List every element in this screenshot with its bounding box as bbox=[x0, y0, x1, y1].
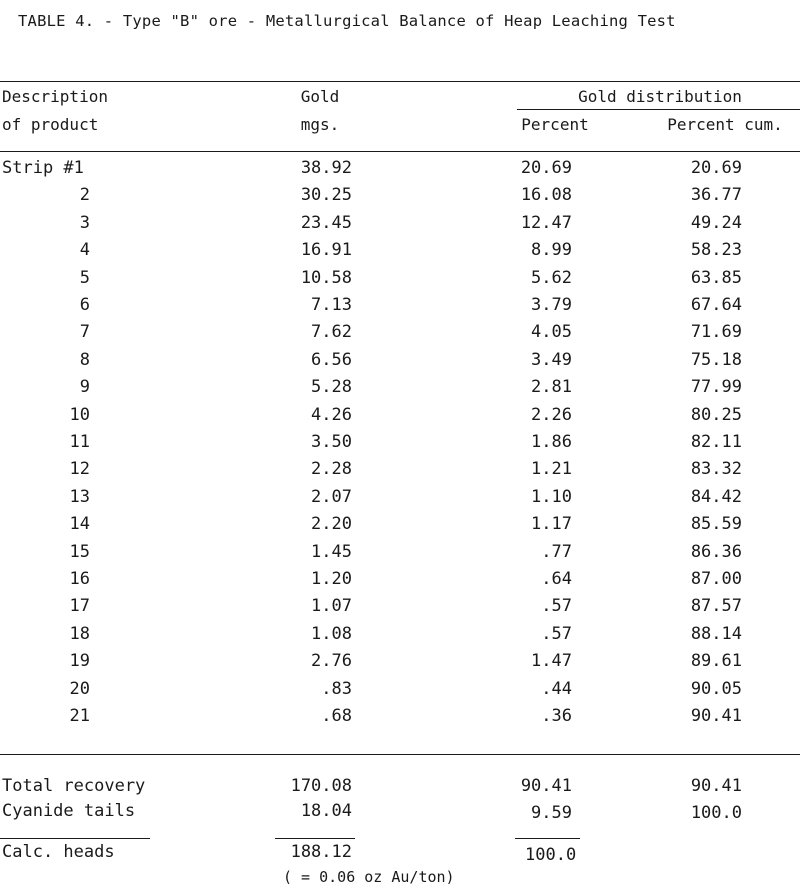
calc-heads-label: Calc. heads bbox=[2, 842, 115, 862]
row-label: 8 bbox=[79, 349, 90, 370]
row-percent: .57 bbox=[541, 623, 572, 644]
total-recovery-percent: 90.41 bbox=[520, 776, 572, 796]
row-percent-cum: 67.64 bbox=[690, 295, 742, 315]
row-percent-cum: 87.00 bbox=[690, 569, 742, 589]
row-percent: 1.47 bbox=[531, 651, 572, 672]
row-percent: 2.26 bbox=[531, 404, 572, 425]
header-gold-line2: mgs. bbox=[300, 115, 340, 134]
row-label: 14 bbox=[69, 514, 90, 535]
row-percent: 12.47 bbox=[520, 212, 572, 233]
row-label: 12 bbox=[69, 459, 90, 480]
row-percent-cum: 90.41 bbox=[690, 706, 742, 726]
row-gold-mgs: 7.62 bbox=[311, 322, 352, 343]
calc-heads-rule-mgs bbox=[275, 838, 355, 839]
row-gold-mgs: 2.28 bbox=[311, 459, 352, 480]
row-percent-cum: 86.36 bbox=[690, 541, 742, 562]
cyanide-tails-mgs: 18.04 bbox=[300, 801, 352, 821]
row-percent: 8.99 bbox=[531, 240, 572, 261]
row-percent-cum: 80.25 bbox=[690, 404, 742, 425]
row-percent: .36 bbox=[541, 706, 572, 726]
row-label: 7 bbox=[79, 322, 90, 343]
header-gold-distribution: Gold distribution bbox=[578, 87, 742, 106]
row-gold-mgs: 1.45 bbox=[311, 541, 352, 562]
row-percent-cum: 63.85 bbox=[690, 267, 742, 288]
distribution-underline bbox=[517, 109, 800, 110]
row-gold-mgs: 10.58 bbox=[300, 267, 352, 288]
row-percent-cum: 83.32 bbox=[690, 459, 742, 480]
row-gold-mgs: 7.13 bbox=[311, 295, 352, 315]
row-percent: 3.49 bbox=[531, 349, 572, 370]
row-percent-cum: 49.24 bbox=[690, 212, 742, 233]
row-percent: .77 bbox=[541, 541, 572, 562]
cyanide-tails-percent-cum: 100.0 bbox=[690, 803, 742, 823]
row-gold-mgs: 1.07 bbox=[311, 596, 352, 617]
row-percent-cum: 87.57 bbox=[690, 596, 742, 617]
row-percent-cum: 82.11 bbox=[690, 432, 742, 452]
row-gold-mgs: 38.92 bbox=[300, 158, 352, 178]
row-percent-cum: 89.61 bbox=[690, 651, 742, 672]
row-label: 16 bbox=[69, 569, 90, 589]
header-percent: Percent bbox=[521, 115, 589, 134]
header-bottom-rule bbox=[0, 151, 800, 152]
row-gold-mgs: 1.08 bbox=[311, 623, 352, 644]
row-gold-mgs: 3.50 bbox=[311, 432, 352, 452]
row-gold-mgs: 1.20 bbox=[311, 569, 352, 589]
row-label: 17 bbox=[69, 596, 90, 617]
row-gold-mgs: 23.45 bbox=[300, 212, 352, 233]
row-label: 20 bbox=[69, 678, 90, 699]
row-label: 15 bbox=[69, 541, 90, 562]
row-gold-mgs: 6.56 bbox=[311, 349, 352, 370]
cyanide-tails-label: Cyanide tails bbox=[2, 801, 136, 821]
row-percent: 1.17 bbox=[531, 514, 572, 535]
header-description-line2: of product bbox=[2, 115, 99, 134]
cyanide-tails-percent: 9.59 bbox=[531, 803, 572, 823]
row-percent-cum: 75.18 bbox=[690, 349, 742, 370]
row-label: 11 bbox=[69, 432, 90, 452]
row-percent: .57 bbox=[541, 596, 572, 617]
row-percent: 1.10 bbox=[531, 486, 572, 507]
row-gold-mgs: 5.28 bbox=[311, 377, 352, 398]
row-percent-cum: 90.05 bbox=[690, 678, 742, 699]
row-gold-mgs: 4.26 bbox=[311, 404, 352, 425]
row-percent-cum: 84.42 bbox=[690, 486, 742, 507]
header-description-line1: Description bbox=[2, 87, 108, 106]
row-percent: 2.81 bbox=[531, 377, 572, 398]
row-gold-mgs: 2.20 bbox=[311, 514, 352, 535]
row-percent: 20.69 bbox=[520, 158, 572, 178]
row-label: 10 bbox=[69, 404, 90, 425]
row-label: 3 bbox=[79, 212, 90, 233]
row-label: 2 bbox=[79, 185, 90, 206]
calc-heads-percent: 100.0 bbox=[525, 845, 577, 865]
total-recovery-mgs: 170.08 bbox=[290, 776, 352, 796]
total-recovery-label: Total recovery bbox=[2, 776, 146, 796]
row-percent: .44 bbox=[541, 678, 572, 699]
header-percent-cum: Percent cum. bbox=[667, 115, 783, 134]
row-gold-mgs: .68 bbox=[321, 706, 352, 726]
calc-heads-rule-left bbox=[0, 838, 150, 839]
row-label: Strip #1 bbox=[2, 158, 84, 178]
calc-heads-rule-percent bbox=[515, 838, 580, 839]
row-label: 18 bbox=[69, 623, 90, 644]
row-gold-mgs: 2.76 bbox=[311, 651, 352, 672]
row-label: 9 bbox=[79, 377, 90, 398]
row-percent-cum: 36.77 bbox=[690, 185, 742, 206]
row-label: 19 bbox=[69, 651, 90, 672]
row-percent-cum: 77.99 bbox=[690, 377, 742, 398]
total-recovery-percent-cum: 90.41 bbox=[690, 776, 742, 796]
row-label: 5 bbox=[79, 267, 90, 288]
row-percent-cum: 88.14 bbox=[690, 623, 742, 644]
row-gold-mgs: .83 bbox=[321, 678, 352, 699]
row-percent: 16.08 bbox=[520, 185, 572, 206]
row-percent-cum: 20.69 bbox=[690, 158, 742, 178]
row-percent: 4.05 bbox=[531, 322, 572, 343]
row-label: 6 bbox=[79, 295, 90, 315]
row-label: 13 bbox=[69, 486, 90, 507]
header-gold-line1: Gold bbox=[300, 87, 340, 106]
row-percent-cum: 58.23 bbox=[690, 240, 742, 261]
row-label: 4 bbox=[79, 240, 90, 261]
row-gold-mgs: 2.07 bbox=[311, 486, 352, 507]
row-percent: 1.86 bbox=[531, 432, 572, 452]
table-title: TABLE 4. - Type "B" ore - Metallurgical Balance of Heap Leaching Test bbox=[18, 12, 676, 30]
calc-heads-mgs: 188.12 bbox=[290, 842, 352, 862]
row-gold-mgs: 30.25 bbox=[300, 185, 352, 206]
row-percent-cum: 85.59 bbox=[690, 514, 742, 535]
calc-heads-note: ( = 0.06 oz Au/ton) bbox=[283, 868, 455, 886]
row-label: 21 bbox=[69, 706, 90, 726]
top-rule bbox=[0, 81, 800, 82]
row-percent: 3.79 bbox=[531, 295, 572, 315]
row-percent: 5.62 bbox=[531, 267, 572, 288]
row-percent-cum: 71.69 bbox=[690, 322, 742, 343]
totals-top-rule bbox=[0, 754, 800, 755]
row-gold-mgs: 16.91 bbox=[300, 240, 352, 261]
row-percent: 1.21 bbox=[531, 459, 572, 480]
row-percent: .64 bbox=[541, 569, 572, 589]
